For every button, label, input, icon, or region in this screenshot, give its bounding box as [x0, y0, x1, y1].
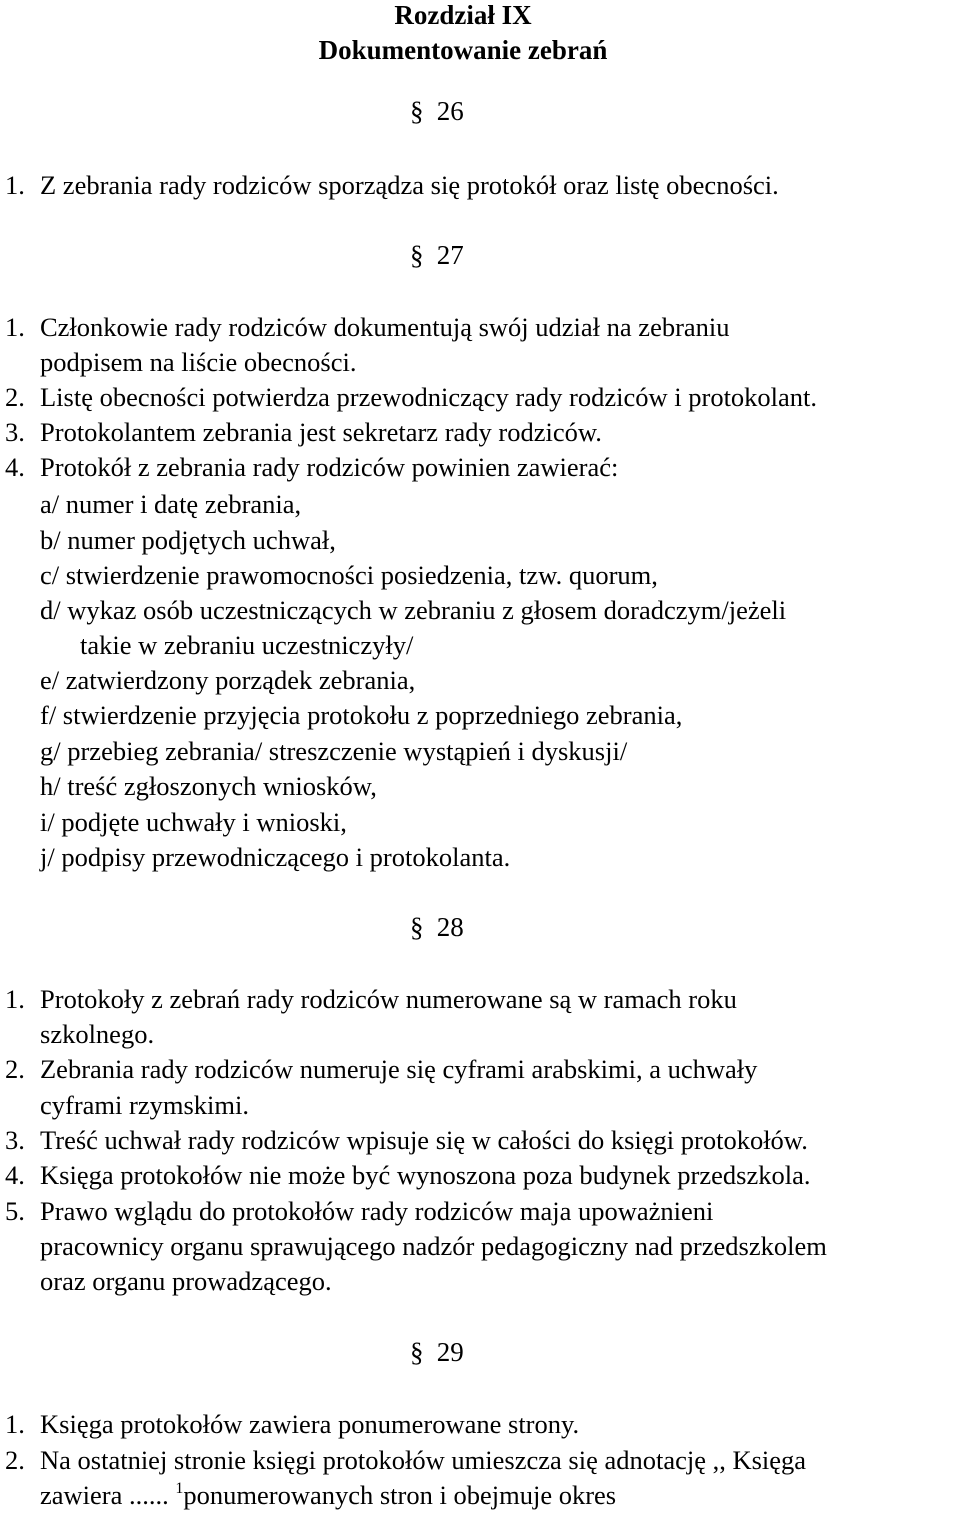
item-text: Prawo wglądu do protokołów rady rodziców maja upoważnieni: [40, 1196, 714, 1226]
item-text: oraz organu prowadzącego.: [40, 1266, 332, 1296]
item-text: Treść uchwał rady rodziców wpisuje się w całości do księgi protokołów.: [40, 1125, 808, 1155]
item-text: Protokolantem zebrania jest sekretarz rady rodziców.: [40, 417, 602, 447]
section-symbol: §: [410, 240, 424, 270]
item-text: Protokoły z zebrań rady rodziców numerowane są w ramach roku: [40, 984, 737, 1014]
subitem-text: i/ podjęte uchwały i wnioski,: [40, 807, 347, 837]
item-text: Na ostatniej stronie księgi protokołów umieszcza się adnotację ,, Księga: [40, 1445, 807, 1475]
section-number: 28: [436, 912, 464, 942]
section-number: 27: [436, 240, 464, 270]
subitem-text: g/ przebieg zebrania/ streszczenie wystąpień i dyskusji/: [40, 736, 628, 766]
subitem-text: e/ zatwierdzony porządek zebrania,: [40, 665, 416, 695]
section-heading-26: [410, 96, 464, 127]
last-line-before: zawiera ......: [40, 1480, 169, 1510]
section-symbol: §: [410, 912, 424, 942]
section-symbol: §: [410, 1337, 424, 1367]
item-number: 4.: [5, 1160, 25, 1190]
section-number: 26: [436, 96, 464, 126]
item-text: Księga protokołów zawiera ponumerowane strony.: [40, 1409, 580, 1439]
item-text: Protokół z zebrania rady rodziców powinien zawierać:: [40, 452, 619, 482]
item-text: podpisem na liście obecności.: [40, 347, 357, 377]
subitem-text: c/ stwierdzenie prawomocności posiedzenia, tzw. quorum,: [40, 560, 658, 590]
item-number: 2.: [5, 1445, 25, 1475]
section-symbol: §: [410, 96, 424, 126]
chapter-title: Dokumentowanie zebrań: [318, 35, 608, 65]
item-number: 1.: [5, 312, 25, 342]
footnote-marker[interactable]: 1: [175, 1480, 184, 1497]
item-number: 3.: [5, 1125, 25, 1155]
subitem-text: d/ wykaz osób uczestniczących w zebraniu z głosem doradczym/jeżeli: [40, 595, 787, 625]
item-number: 2.: [5, 382, 25, 412]
subitem-text: h/ treść zgłoszonych wniosków,: [40, 771, 377, 801]
item-number: 1.: [5, 170, 25, 200]
item-number: 4.: [5, 452, 25, 482]
item-text: cyframi rzymskimi.: [40, 1090, 249, 1120]
chapter-label: Rozdział IX: [394, 0, 532, 30]
item-text: Z zebrania rady rodziców sporządza się protokół oraz listę obecności.: [40, 170, 779, 200]
item-number: 5.: [5, 1196, 25, 1226]
last-line: [40, 1480, 616, 1511]
subitem-text: j/ podpisy przewodniczącego i protokolanta.: [40, 842, 511, 872]
subitem-text: b/ numer podjętych uchwał,: [40, 525, 336, 555]
section-heading-27: [410, 240, 464, 271]
section-heading-28: [410, 912, 464, 943]
item-text: Listę obecności potwierdza przewodniczący rady rodziców i protokolant.: [40, 382, 818, 412]
item-number: 1.: [5, 984, 25, 1014]
subitem-text: a/ numer i datę zebrania,: [40, 489, 302, 519]
last-line-after: ponumerowanych stron i obejmuje okres: [183, 1480, 617, 1510]
subitem-text: f/ stwierdzenie przyjęcia protokołu z poprzedniego zebrania,: [40, 700, 683, 730]
section-number: 29: [436, 1337, 464, 1367]
item-text: Księga protokołów nie może być wynoszona poza budynek przedszkola.: [40, 1160, 811, 1190]
item-text: szkolnego.: [40, 1019, 155, 1049]
section-heading-29: [410, 1337, 464, 1368]
item-number: 3.: [5, 417, 25, 447]
item-number: 1.: [5, 1409, 25, 1439]
item-number: 2.: [5, 1054, 25, 1084]
item-text: pracownicy organu sprawującego nadzór pedagogiczny nad przedszkolem: [40, 1231, 827, 1261]
item-text: Zebrania rady rodziców numeruje się cyframi arabskimi, a uchwały: [40, 1054, 758, 1084]
subitem-text: takie w zebraniu uczestniczyły/: [80, 630, 414, 660]
item-text: Członkowie rady rodziców dokumentują swój udział na zebraniu: [40, 312, 730, 342]
